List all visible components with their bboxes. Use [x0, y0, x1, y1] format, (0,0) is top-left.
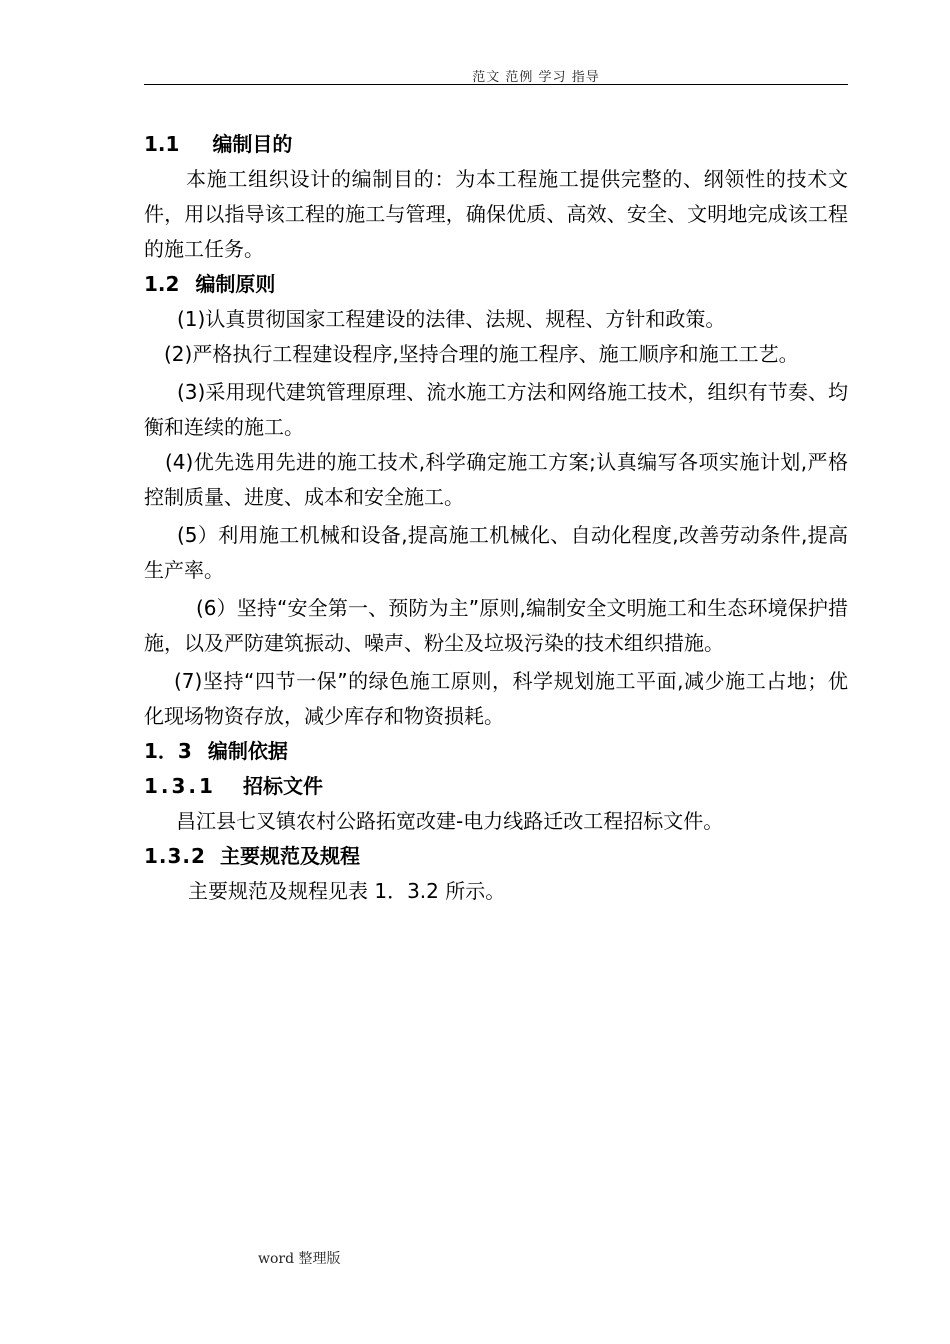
- heading-title: 编制依据: [207, 739, 288, 763]
- heading-title: 主要规范及规程: [219, 844, 360, 868]
- principle-item: (4)优先选用先进的施工技术,科学确定施工方案;认真编写各项实施计划,严格控制质量、进度、成本和安全施工。: [144, 450, 848, 509]
- header-divider: [144, 84, 848, 85]
- page-footer: word 整理版: [258, 1251, 341, 1267]
- heading-1-3-2: [144, 839, 848, 874]
- paragraph-purpose: 本施工组织设计的编制目的：为本工程施工提供完整的、纲领性的技术文件，用以指导该工程的施工与管理，确保优质、高效、安全、文明地完成该工程的施工任务。: [144, 167, 848, 261]
- principle-item: (1)认真贯彻国家工程建设的法律、法规、规程、方针和政策。: [177, 307, 726, 331]
- heading-number: 1.1: [144, 132, 180, 156]
- heading-title: 招标文件: [242, 774, 323, 798]
- principle-item: (3)采用现代建筑管理原理、流水施工方法和网络施工技术，组织有节奏、均衡和连续的施工。: [144, 380, 848, 439]
- heading-1-3-1: [144, 769, 848, 804]
- heading-number: 1.3.2: [144, 844, 206, 868]
- principle-item: (5）利用施工机械和设备,提高施工机械化、自动化程度,改善劳动条件,提高生产率。: [144, 523, 848, 582]
- heading-number: 1.2: [144, 272, 180, 296]
- heading-1-2: [144, 267, 848, 302]
- heading-number: 1.3.1: [144, 774, 216, 798]
- page-header: 范文 范例 学习 指导: [472, 70, 600, 85]
- heading-1-3: [144, 734, 848, 769]
- document-body: [144, 127, 848, 909]
- heading-title: 编制原则: [195, 272, 276, 296]
- paragraph-tender-docs: 昌江县七叉镇农村公路拓宽改建-电力线路迁改工程招标文件。: [176, 809, 724, 833]
- principle-item: (6）坚持“安全第一、预防为主”原则,编制安全文明施工和生态环境保护措施，以及严防建筑振动、噪声、粉尘及垃圾污染的技术组织措施。: [144, 596, 848, 655]
- principle-item: (7)坚持“四节一保”的绿色施工原则，科学规划施工平面,减少施工占地；优化现场物资存放，减少库存和物资损耗。: [144, 669, 848, 728]
- principle-item: (2)严格执行工程建设程序,坚持合理的施工程序、施工顺序和施工工艺。: [164, 342, 799, 366]
- heading-number: 1．3: [144, 739, 192, 763]
- heading-title: 编制目的: [212, 132, 293, 156]
- paragraph-standards: 主要规范及规程见表 1．3.2 所示。: [188, 879, 506, 903]
- heading-1-1: [144, 127, 848, 162]
